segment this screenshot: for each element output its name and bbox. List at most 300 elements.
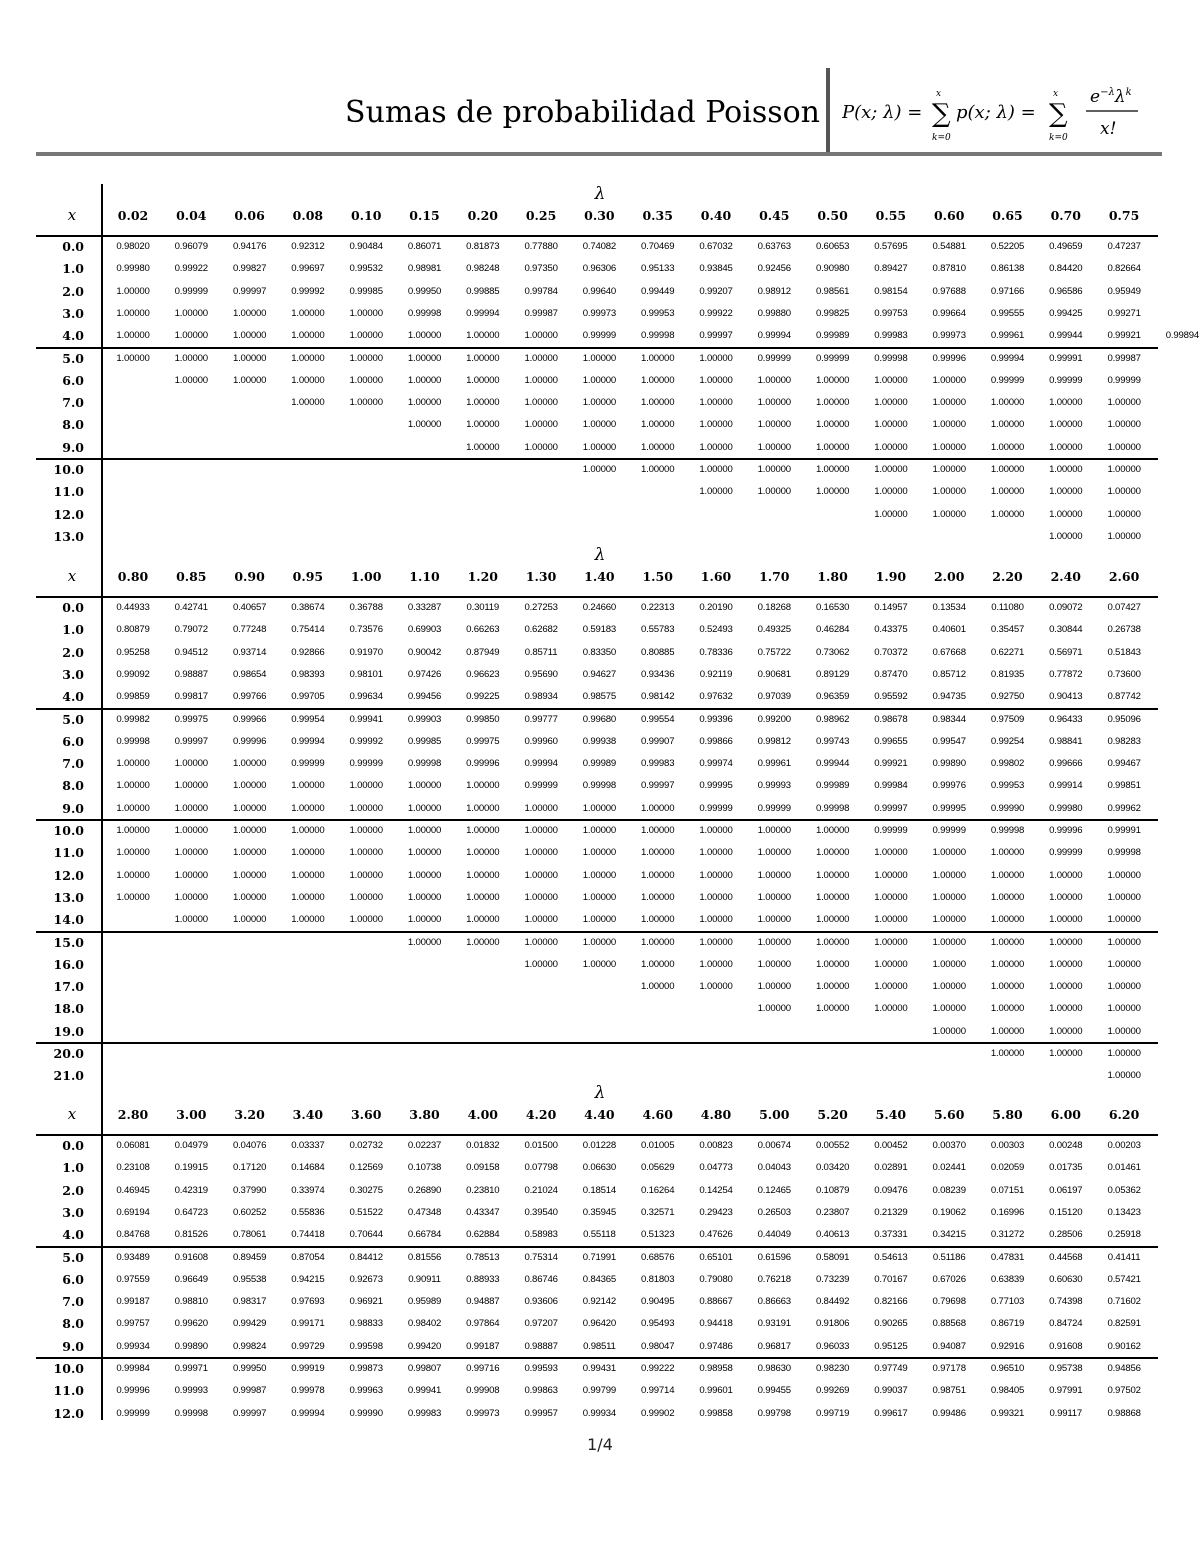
probability-cell: 0.80885 bbox=[641, 646, 675, 658]
probability-cell: 1.00000 bbox=[699, 464, 733, 475]
probability-cell: 0.99716 bbox=[466, 1363, 500, 1374]
probability-cell: 1.00000 bbox=[232, 330, 267, 342]
probability-cell: 1.00000 bbox=[524, 869, 558, 881]
probability-cell: 0.96306 bbox=[582, 263, 617, 275]
probability-cell: 0.14254 bbox=[699, 1184, 733, 1196]
formula-term: p(x; λ) = bbox=[956, 102, 1036, 123]
table-row bbox=[0, 731, 1200, 753]
table-row bbox=[0, 1021, 1200, 1043]
probability-cell: 0.99254 bbox=[990, 735, 1025, 747]
probability-cell: 0.38674 bbox=[291, 602, 325, 613]
probability-cell: 0.62682 bbox=[524, 624, 558, 636]
probability-cell: 0.99907 bbox=[641, 735, 675, 747]
probability-cell: 0.21329 bbox=[874, 1206, 908, 1218]
probability-cell: 1.00000 bbox=[1107, 1003, 1141, 1015]
probability-cell: 0.99999 bbox=[699, 802, 733, 814]
probability-cell: 0.99271 bbox=[1107, 307, 1141, 319]
probability-cell: 0.99532 bbox=[349, 263, 383, 275]
probability-cell: 1.00000 bbox=[874, 397, 908, 409]
probability-cell: 0.99798 bbox=[757, 1407, 791, 1419]
probability-cell: 0.20190 bbox=[699, 602, 733, 613]
probability-cell: 1.00000 bbox=[990, 464, 1025, 475]
probability-cell: 1.00000 bbox=[291, 330, 325, 342]
table-row bbox=[0, 709, 1200, 731]
probability-cell: 0.78513 bbox=[466, 1251, 500, 1263]
probability-cell: 0.90980 bbox=[815, 263, 850, 275]
probability-cell: 0.99973 bbox=[466, 1407, 500, 1419]
probability-cell: 0.09158 bbox=[466, 1162, 500, 1174]
probability-cell: 1.00000 bbox=[757, 936, 791, 948]
probability-cell: 1.00000 bbox=[815, 397, 850, 409]
probability-cell: 0.25918 bbox=[1107, 1229, 1141, 1241]
lambda-column-header: 0.02 bbox=[117, 208, 149, 223]
probability-cell: 1.00000 bbox=[466, 780, 500, 792]
probability-cell: 0.99547 bbox=[932, 735, 966, 747]
probability-cell: 1.00000 bbox=[407, 914, 442, 926]
probability-cell: 1.00000 bbox=[466, 802, 500, 814]
table-row bbox=[0, 842, 1200, 864]
probability-cell: 1.00000 bbox=[1049, 486, 1083, 498]
probability-cell: 0.60653 bbox=[815, 241, 850, 252]
probability-cell: 0.99666 bbox=[1049, 758, 1083, 770]
lambda-column-header: 2.00 bbox=[933, 569, 965, 584]
probability-cell: 1.00000 bbox=[116, 847, 150, 859]
probability-cell: 0.14684 bbox=[291, 1162, 325, 1174]
probability-cell: 0.97166 bbox=[990, 285, 1025, 297]
probability-cell: 0.13423 bbox=[1107, 1206, 1141, 1218]
probability-cell: 0.99894 bbox=[1165, 330, 1200, 342]
probability-cell: 1.00000 bbox=[641, 914, 675, 926]
x-value: 10.0 bbox=[53, 1361, 84, 1376]
probability-cell: 0.99961 bbox=[990, 330, 1025, 342]
table-row bbox=[0, 1336, 1200, 1358]
probability-cell: 0.99996 bbox=[932, 352, 966, 364]
probability-cell: 0.99941 bbox=[407, 1385, 442, 1397]
probability-cell: 0.99207 bbox=[699, 285, 733, 297]
probability-cell: 1.00000 bbox=[757, 1003, 791, 1015]
probability-cell: 0.99999 bbox=[1049, 847, 1083, 859]
probability-cell: 0.99998 bbox=[174, 1407, 208, 1419]
probability-cell: 0.99944 bbox=[815, 758, 850, 770]
probability-cell: 0.92312 bbox=[291, 241, 325, 252]
probability-cell: 1.00000 bbox=[407, 869, 442, 881]
probability-cell: 0.94856 bbox=[1107, 1363, 1141, 1374]
table-row bbox=[0, 1403, 1200, 1425]
probability-cell: 0.69903 bbox=[407, 624, 442, 636]
probability-cell: 1.00000 bbox=[641, 981, 675, 993]
lambda-column-header: 4.40 bbox=[584, 1107, 615, 1122]
probability-cell: 0.71991 bbox=[582, 1251, 617, 1263]
probability-cell: 1.00000 bbox=[349, 891, 383, 903]
table-row bbox=[0, 686, 1200, 708]
table-row bbox=[0, 348, 1200, 370]
probability-cell: 1.00000 bbox=[349, 307, 383, 319]
probability-cell: 1.00000 bbox=[641, 397, 675, 409]
probability-cell: 0.77880 bbox=[524, 241, 558, 252]
probability-cell: 0.98630 bbox=[757, 1363, 791, 1374]
probability-cell: 0.97502 bbox=[1107, 1385, 1141, 1397]
probability-cell: 0.47348 bbox=[407, 1206, 442, 1218]
probability-cell: 1.00000 bbox=[874, 914, 908, 926]
probability-cell: 0.99999 bbox=[874, 825, 908, 836]
probability-cell: 1.00000 bbox=[874, 869, 908, 881]
probability-cell: 0.99719 bbox=[815, 1407, 850, 1419]
probability-cell: 0.82591 bbox=[1107, 1318, 1141, 1330]
probability-cell: 0.77872 bbox=[1049, 668, 1083, 680]
probability-cell: 0.40657 bbox=[232, 602, 267, 613]
probability-cell: 1.00000 bbox=[1107, 1048, 1141, 1059]
probability-cell: 0.99998 bbox=[1107, 847, 1141, 859]
probability-cell: 1.00000 bbox=[1107, 981, 1141, 993]
probability-cell: 0.05362 bbox=[1107, 1184, 1141, 1196]
probability-cell: 0.99983 bbox=[641, 758, 675, 770]
probability-cell: 0.84768 bbox=[116, 1229, 150, 1241]
probability-cell: 0.01461 bbox=[1107, 1162, 1141, 1174]
probability-cell: 0.99953 bbox=[990, 780, 1025, 792]
probability-cell: 1.00000 bbox=[116, 352, 150, 364]
probability-cell: 0.84724 bbox=[1049, 1318, 1083, 1330]
probability-cell: 0.98810 bbox=[174, 1296, 208, 1308]
probability-cell: 0.99993 bbox=[174, 1385, 208, 1397]
table-row bbox=[0, 459, 1200, 481]
probability-cell: 1.00000 bbox=[349, 397, 383, 409]
lambda-column-header: 3.60 bbox=[350, 1107, 382, 1122]
probability-cell: 0.79698 bbox=[932, 1296, 966, 1308]
probability-cell: 0.00248 bbox=[1049, 1140, 1083, 1151]
probability-cell: 0.99807 bbox=[407, 1363, 442, 1374]
lambda-column-header: 0.15 bbox=[409, 208, 440, 223]
probability-cell: 0.89427 bbox=[874, 263, 908, 275]
probability-cell: 1.00000 bbox=[641, 958, 675, 970]
x-value: 6.0 bbox=[62, 1271, 84, 1287]
probability-cell: 0.97864 bbox=[466, 1318, 500, 1330]
probability-cell: 0.70372 bbox=[874, 646, 908, 658]
probability-cell: 0.99617 bbox=[874, 1407, 908, 1419]
probability-cell: 1.00000 bbox=[174, 330, 208, 342]
probability-cell: 0.09072 bbox=[1049, 602, 1083, 613]
probability-cell: 0.99601 bbox=[699, 1385, 733, 1397]
probability-cell: 0.99431 bbox=[582, 1363, 617, 1374]
probability-cell: 0.00303 bbox=[990, 1140, 1025, 1151]
probability-cell: 0.99999 bbox=[174, 285, 208, 297]
x-value: 7.0 bbox=[62, 756, 84, 772]
probability-cell: 0.98230 bbox=[815, 1363, 850, 1374]
probability-cell: 1.00000 bbox=[582, 891, 617, 903]
page-title: Sumas de probabilidad Poisson bbox=[345, 95, 820, 130]
probability-cell: 0.99092 bbox=[116, 668, 150, 680]
probability-cell: 0.98142 bbox=[641, 691, 675, 703]
probability-cell: 0.99975 bbox=[174, 713, 208, 725]
lambda-column-header: 0.50 bbox=[817, 208, 848, 223]
probability-cell: 0.99802 bbox=[990, 758, 1025, 770]
probability-cell: 0.95258 bbox=[116, 646, 150, 658]
probability-cell: 0.35457 bbox=[990, 624, 1025, 636]
probability-cell: 1.00000 bbox=[232, 914, 267, 926]
x-value: 4.0 bbox=[62, 1227, 84, 1243]
probability-cell: 0.03337 bbox=[291, 1140, 325, 1151]
x-value: 0.0 bbox=[62, 600, 84, 615]
probability-cell: 1.00000 bbox=[349, 330, 383, 342]
probability-cell: 0.98887 bbox=[524, 1340, 558, 1352]
x-value: 2.0 bbox=[62, 644, 84, 660]
lambda-header-row bbox=[0, 1104, 1200, 1124]
x-value: 8.0 bbox=[62, 1316, 84, 1332]
probability-cell: 0.98575 bbox=[582, 691, 617, 703]
probability-cell: 1.00000 bbox=[990, 1003, 1025, 1015]
probability-cell: 1.00000 bbox=[699, 958, 733, 970]
probability-cell: 1.00000 bbox=[990, 1025, 1025, 1037]
probability-cell: 0.77103 bbox=[990, 1296, 1025, 1308]
probability-cell: 0.98047 bbox=[641, 1340, 675, 1352]
probability-cell: 0.99225 bbox=[466, 691, 500, 703]
probability-cell: 1.00000 bbox=[1049, 981, 1083, 993]
probability-cell: 1.00000 bbox=[641, 441, 675, 453]
probability-cell: 0.75414 bbox=[291, 624, 325, 636]
probability-cell: 1.00000 bbox=[932, 1003, 966, 1015]
probability-cell: 0.81526 bbox=[174, 1229, 208, 1241]
table-row bbox=[0, 932, 1200, 954]
probability-cell: 0.99991 bbox=[1049, 352, 1083, 364]
probability-cell: 0.98402 bbox=[407, 1318, 442, 1330]
probability-cell: 0.19915 bbox=[174, 1162, 208, 1174]
probability-cell: 0.99998 bbox=[582, 780, 617, 792]
x-value: 12.0 bbox=[53, 506, 84, 522]
x-value: 5.0 bbox=[62, 711, 84, 727]
lambda-column-header: 1.50 bbox=[642, 569, 673, 584]
probability-cell: 0.54881 bbox=[932, 241, 966, 252]
probability-cell: 0.99697 bbox=[291, 263, 325, 275]
probability-cell: 0.99944 bbox=[1049, 330, 1083, 342]
table-row bbox=[0, 909, 1200, 931]
lambda-column-header: 0.60 bbox=[933, 208, 965, 223]
probability-cell: 1.00000 bbox=[1107, 441, 1141, 453]
probability-cell: 0.58091 bbox=[815, 1251, 850, 1263]
probability-cell: 1.00000 bbox=[932, 958, 966, 970]
probability-cell: 1.00000 bbox=[990, 419, 1025, 431]
probability-cell: 1.00000 bbox=[466, 869, 500, 881]
probability-cell: 0.22313 bbox=[641, 602, 675, 613]
probability-cell: 0.63839 bbox=[990, 1273, 1025, 1285]
probability-cell: 0.66263 bbox=[466, 624, 500, 636]
x-value: 9.0 bbox=[62, 800, 84, 816]
probability-cell: 0.66784 bbox=[407, 1229, 442, 1241]
probability-cell: 0.99222 bbox=[641, 1363, 675, 1374]
lambda-symbol: λ bbox=[594, 184, 606, 204]
probability-cell: 0.99971 bbox=[174, 1363, 208, 1374]
probability-cell: 0.34215 bbox=[932, 1229, 966, 1241]
lambda-column-header: 2.60 bbox=[1108, 569, 1140, 584]
lambda-column-header: 0.06 bbox=[234, 208, 265, 223]
probability-cell: 0.86663 bbox=[757, 1296, 791, 1308]
probability-cell: 1.00000 bbox=[232, 352, 267, 364]
table-row bbox=[0, 414, 1200, 436]
probability-cell: 0.97632 bbox=[699, 691, 733, 703]
probability-cell: 0.44049 bbox=[757, 1229, 791, 1241]
probability-cell: 1.00000 bbox=[990, 441, 1025, 453]
probability-cell: 0.99200 bbox=[757, 713, 791, 725]
lambda-column-header: 0.04 bbox=[176, 208, 207, 223]
probability-cell: 0.99171 bbox=[291, 1318, 325, 1330]
probability-cell: 1.00000 bbox=[1049, 464, 1083, 475]
probability-cell: 0.99908 bbox=[466, 1385, 500, 1397]
probability-cell: 0.00452 bbox=[874, 1140, 908, 1151]
probability-cell: 0.99995 bbox=[699, 780, 733, 792]
x-value: 14.0 bbox=[53, 912, 84, 928]
probability-cell: 0.27253 bbox=[524, 602, 558, 613]
probability-cell: 0.15120 bbox=[1049, 1206, 1083, 1218]
table-row bbox=[0, 775, 1200, 797]
probability-cell: 0.99777 bbox=[524, 713, 558, 725]
probability-cell: 1.00000 bbox=[874, 374, 908, 386]
probability-cell: 0.67026 bbox=[932, 1273, 966, 1285]
probability-cell: 0.31272 bbox=[990, 1229, 1025, 1241]
probability-cell: 1.00000 bbox=[699, 891, 733, 903]
probability-cell: 0.99919 bbox=[291, 1363, 325, 1374]
probability-cell: 0.99456 bbox=[407, 691, 442, 703]
x-column-header: x bbox=[67, 1105, 77, 1123]
table-row bbox=[0, 481, 1200, 503]
probability-cell: 0.96586 bbox=[1049, 285, 1083, 297]
x-value: 9.0 bbox=[62, 439, 84, 455]
probability-cell: 0.98248 bbox=[466, 263, 500, 275]
probability-cell: 1.00000 bbox=[524, 374, 558, 386]
probability-cell: 0.77248 bbox=[232, 624, 267, 636]
probability-cell: 1.00000 bbox=[757, 981, 791, 993]
probability-cell: 0.99996 bbox=[466, 758, 500, 770]
probability-cell: 1.00000 bbox=[291, 825, 325, 836]
probability-cell: 0.81873 bbox=[466, 241, 500, 252]
x-value: 13.0 bbox=[53, 528, 84, 544]
probability-cell: 1.00000 bbox=[699, 936, 733, 948]
probability-cell: 1.00000 bbox=[874, 891, 908, 903]
x-value: 1.0 bbox=[62, 261, 84, 277]
probability-cell: 0.99812 bbox=[757, 735, 791, 747]
probability-cell: 0.94176 bbox=[232, 241, 267, 252]
probability-cell: 1.00000 bbox=[932, 441, 966, 453]
probability-cell: 0.99825 bbox=[815, 307, 850, 319]
probability-cell: 0.99953 bbox=[641, 307, 675, 319]
lambda-column-header: 1.30 bbox=[525, 569, 557, 584]
probability-cell: 0.99187 bbox=[116, 1296, 150, 1308]
x-value: 1.0 bbox=[62, 1160, 84, 1176]
probability-cell: 1.00000 bbox=[815, 847, 850, 859]
probability-cell: 1.00000 bbox=[815, 936, 850, 948]
probability-cell: 1.00000 bbox=[524, 825, 558, 836]
probability-cell: 1.00000 bbox=[116, 307, 150, 319]
probability-cell: 0.51186 bbox=[932, 1251, 966, 1263]
probability-cell: 0.23807 bbox=[815, 1206, 850, 1218]
lambda-column-header: 0.85 bbox=[176, 569, 207, 584]
probability-cell: 0.99921 bbox=[874, 758, 908, 770]
probability-cell: 0.99994 bbox=[466, 307, 500, 319]
probability-cell: 0.99987 bbox=[232, 1385, 267, 1397]
table-row bbox=[0, 976, 1200, 998]
probability-cell: 0.99978 bbox=[291, 1385, 325, 1397]
probability-cell: 1.00000 bbox=[466, 330, 500, 342]
probability-cell: 0.99598 bbox=[349, 1340, 383, 1352]
probability-cell: 0.97991 bbox=[1049, 1385, 1083, 1397]
probability-cell: 0.96359 bbox=[815, 691, 850, 703]
probability-cell: 0.99983 bbox=[407, 1407, 442, 1419]
probability-cell: 1.00000 bbox=[232, 802, 267, 814]
probability-cell: 0.99866 bbox=[699, 735, 733, 747]
probability-cell: 1.00000 bbox=[1049, 397, 1083, 409]
probability-cell: 0.29423 bbox=[699, 1206, 733, 1218]
probability-cell: 1.00000 bbox=[1107, 958, 1141, 970]
probability-cell: 0.98912 bbox=[757, 285, 791, 297]
probability-cell: 1.00000 bbox=[990, 936, 1025, 948]
x-value: 3.0 bbox=[62, 305, 84, 321]
probability-cell: 0.99902 bbox=[641, 1407, 675, 1419]
probability-cell: 0.88667 bbox=[699, 1296, 733, 1308]
probability-cell: 0.57421 bbox=[1107, 1273, 1141, 1285]
probability-cell: 0.94215 bbox=[291, 1273, 325, 1285]
formula-e-exponent: −λ bbox=[1100, 87, 1115, 98]
probability-cell: 1.00000 bbox=[349, 374, 383, 386]
probability-cell: 0.99999 bbox=[757, 352, 791, 364]
probability-cell: 0.68576 bbox=[641, 1251, 675, 1263]
probability-cell: 0.96033 bbox=[815, 1340, 850, 1352]
probability-cell: 1.00000 bbox=[641, 464, 675, 475]
lambda-column-header: 4.80 bbox=[700, 1107, 732, 1122]
probability-cell: 1.00000 bbox=[349, 352, 383, 364]
probability-cell: 1.00000 bbox=[232, 847, 267, 859]
probability-cell: 1.00000 bbox=[757, 891, 791, 903]
probability-cell: 0.99680 bbox=[582, 713, 617, 725]
probability-cell: 1.00000 bbox=[582, 374, 617, 386]
formula-sum-1: ∑ bbox=[932, 99, 951, 129]
probability-cell: 0.99997 bbox=[232, 285, 267, 297]
probability-cell: 0.87742 bbox=[1107, 691, 1141, 703]
probability-cell: 0.99921 bbox=[1107, 330, 1141, 342]
lambda-column-header: 0.55 bbox=[875, 208, 907, 223]
lambda-column-header: 4.00 bbox=[467, 1107, 499, 1122]
probability-cell: 1.00000 bbox=[815, 869, 850, 881]
probability-cell: 0.99934 bbox=[116, 1340, 150, 1352]
probability-cell: 1.00000 bbox=[174, 802, 208, 814]
probability-cell: 0.99983 bbox=[874, 330, 908, 342]
probability-cell: 1.00000 bbox=[699, 419, 733, 431]
probability-cell: 0.92142 bbox=[582, 1296, 617, 1308]
probability-cell: 0.98154 bbox=[874, 285, 908, 297]
probability-cell: 0.16530 bbox=[815, 602, 850, 613]
probability-cell: 0.99960 bbox=[524, 735, 558, 747]
lambda-column-header: 1.20 bbox=[467, 569, 499, 584]
probability-cell: 0.99992 bbox=[349, 735, 383, 747]
probability-cell: 1.00000 bbox=[116, 891, 150, 903]
probability-cell: 0.98981 bbox=[407, 263, 442, 275]
probability-cell: 1.00000 bbox=[757, 374, 791, 386]
probability-cell: 0.98934 bbox=[524, 691, 558, 703]
probability-cell: 0.99957 bbox=[524, 1407, 558, 1419]
probability-cell: 0.01005 bbox=[641, 1140, 675, 1151]
probability-cell: 0.06197 bbox=[1049, 1184, 1083, 1196]
probability-cell: 0.99997 bbox=[641, 780, 675, 792]
table-row bbox=[0, 865, 1200, 887]
probability-cell: 1.00000 bbox=[932, 847, 966, 859]
probability-cell: 1.00000 bbox=[524, 891, 558, 903]
probability-cell: 0.56971 bbox=[1049, 646, 1083, 658]
probability-cell: 0.99714 bbox=[641, 1385, 675, 1397]
probability-cell: 0.61596 bbox=[757, 1251, 791, 1263]
probability-cell: 0.11080 bbox=[991, 602, 1024, 613]
probability-cell: 1.00000 bbox=[1049, 1003, 1083, 1015]
lambda-column-header: 0.80 bbox=[117, 569, 149, 584]
probability-cell: 0.93714 bbox=[232, 646, 267, 658]
probability-cell: 0.97178 bbox=[932, 1363, 966, 1374]
probability-cell: 0.73062 bbox=[815, 646, 850, 658]
probability-cell: 1.00000 bbox=[174, 825, 208, 836]
